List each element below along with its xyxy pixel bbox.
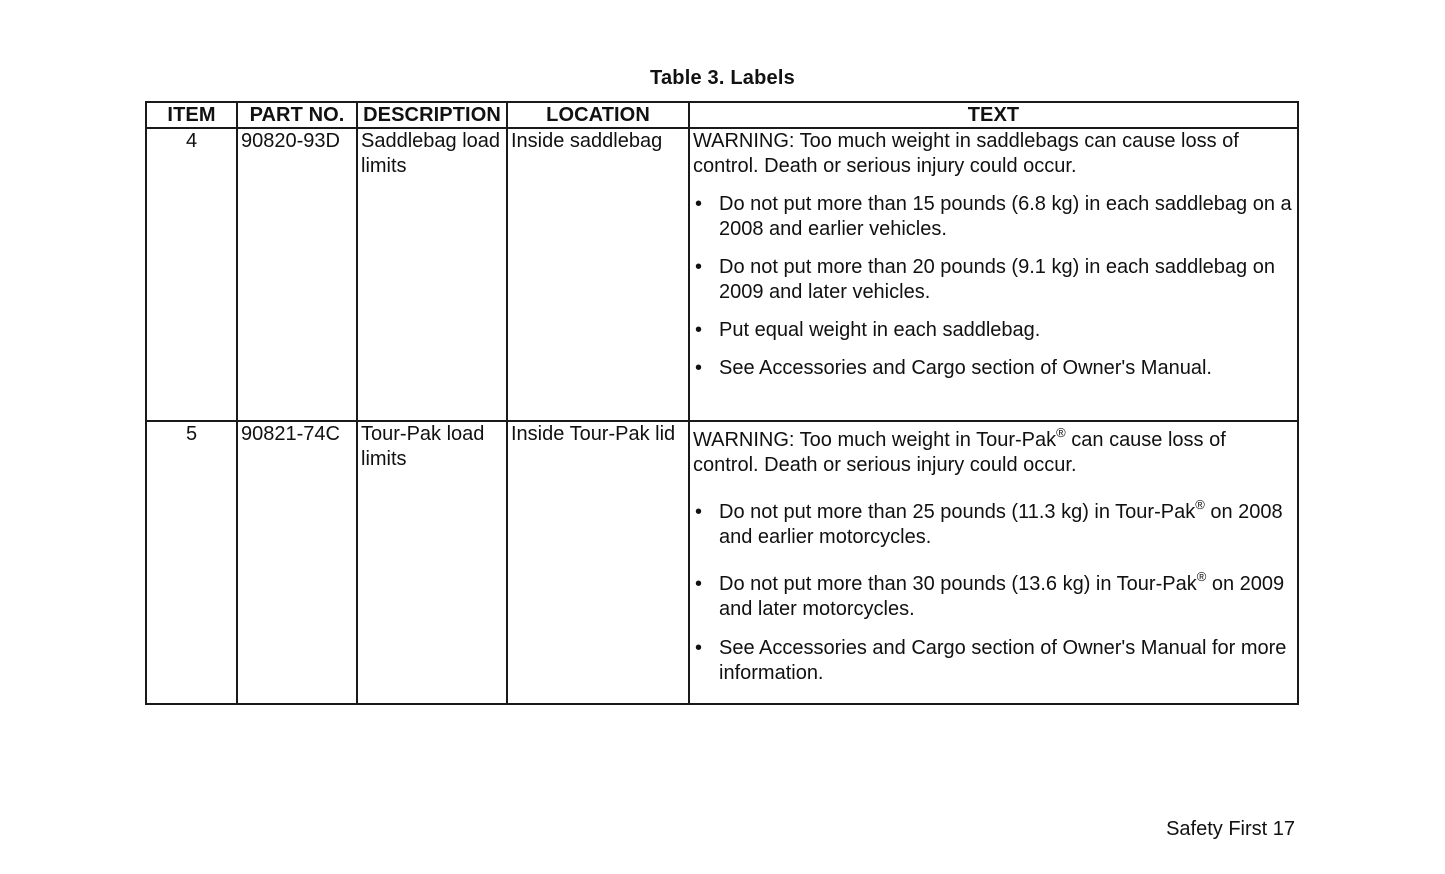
part-no-cell: 90820-93D [237, 128, 357, 421]
list-item-start: Do not put more than 25 pounds (11.3 kg) in Tour-Pak [719, 501, 1196, 523]
list-item: • Do not put more than 15 pounds (6.8 kg) in each saddlebag on a 2008 and earlier vehicles. [693, 192, 1294, 242]
location-cell: Inside saddlebag [507, 128, 689, 421]
header-item: ITEM [146, 102, 237, 128]
labels-table [145, 101, 1299, 705]
warning-text-end: can cause loss of control. Death or serious injury could occur. [693, 429, 1226, 476]
warning-text-start: WARNING: Too much weight in Tour-Pak [693, 429, 1057, 451]
table-row [146, 128, 1298, 421]
header-row [146, 102, 1298, 128]
header-part-no: PART NO. [237, 102, 357, 128]
description-cell: Saddlebag load limits [357, 128, 507, 421]
part-no-cell: 90821-74C [237, 421, 357, 704]
list-item: • See Accessories and Cargo section of Owner's Manual for more information. [693, 636, 1294, 686]
registered-mark: ® [1056, 425, 1066, 440]
warning-text [693, 425, 1294, 478]
header-text: TEXT [689, 102, 1298, 128]
list-item: • Put equal weight in each saddlebag. [693, 318, 1294, 343]
table-title: Table 3. Labels [650, 67, 795, 89]
item-cell: 5 [146, 421, 237, 704]
list-item: • Do not put more than 20 pounds (9.1 kg) in each saddlebag on 2009 and later vehicles. [693, 255, 1294, 305]
list-item: • See Accessories and Cargo section of Owner's Manual. [693, 356, 1294, 381]
header-location: LOCATION [507, 102, 689, 128]
table-row [146, 421, 1298, 704]
list-item [693, 497, 1294, 550]
registered-mark: ® [1195, 497, 1205, 512]
description-cell: Tour-Pak load limits [357, 421, 507, 704]
text-cell [689, 421, 1298, 704]
text-cell [689, 128, 1298, 421]
list-item-start: Do not put more than 30 pounds (13.6 kg) in Tour-Pak [719, 573, 1197, 595]
list-item [693, 569, 1294, 622]
page-footer: Safety First 17 [1166, 818, 1295, 840]
registered-mark: ® [1196, 569, 1207, 584]
bullet-list [693, 192, 1294, 381]
list-item-end: on 2008 and earlier motorcycles. [719, 501, 1283, 548]
list-item-end: on 2009 and later motorcycles. [719, 573, 1285, 620]
location-cell: Inside Tour-Pak lid [507, 421, 689, 704]
header-description: DESCRIPTION [357, 102, 507, 128]
warning-text: WARNING: Too much weight in saddlebags can cause loss of control. Death or serious injury could occur. [693, 130, 1239, 177]
item-cell: 4 [146, 128, 237, 421]
bullet-list [693, 497, 1294, 686]
